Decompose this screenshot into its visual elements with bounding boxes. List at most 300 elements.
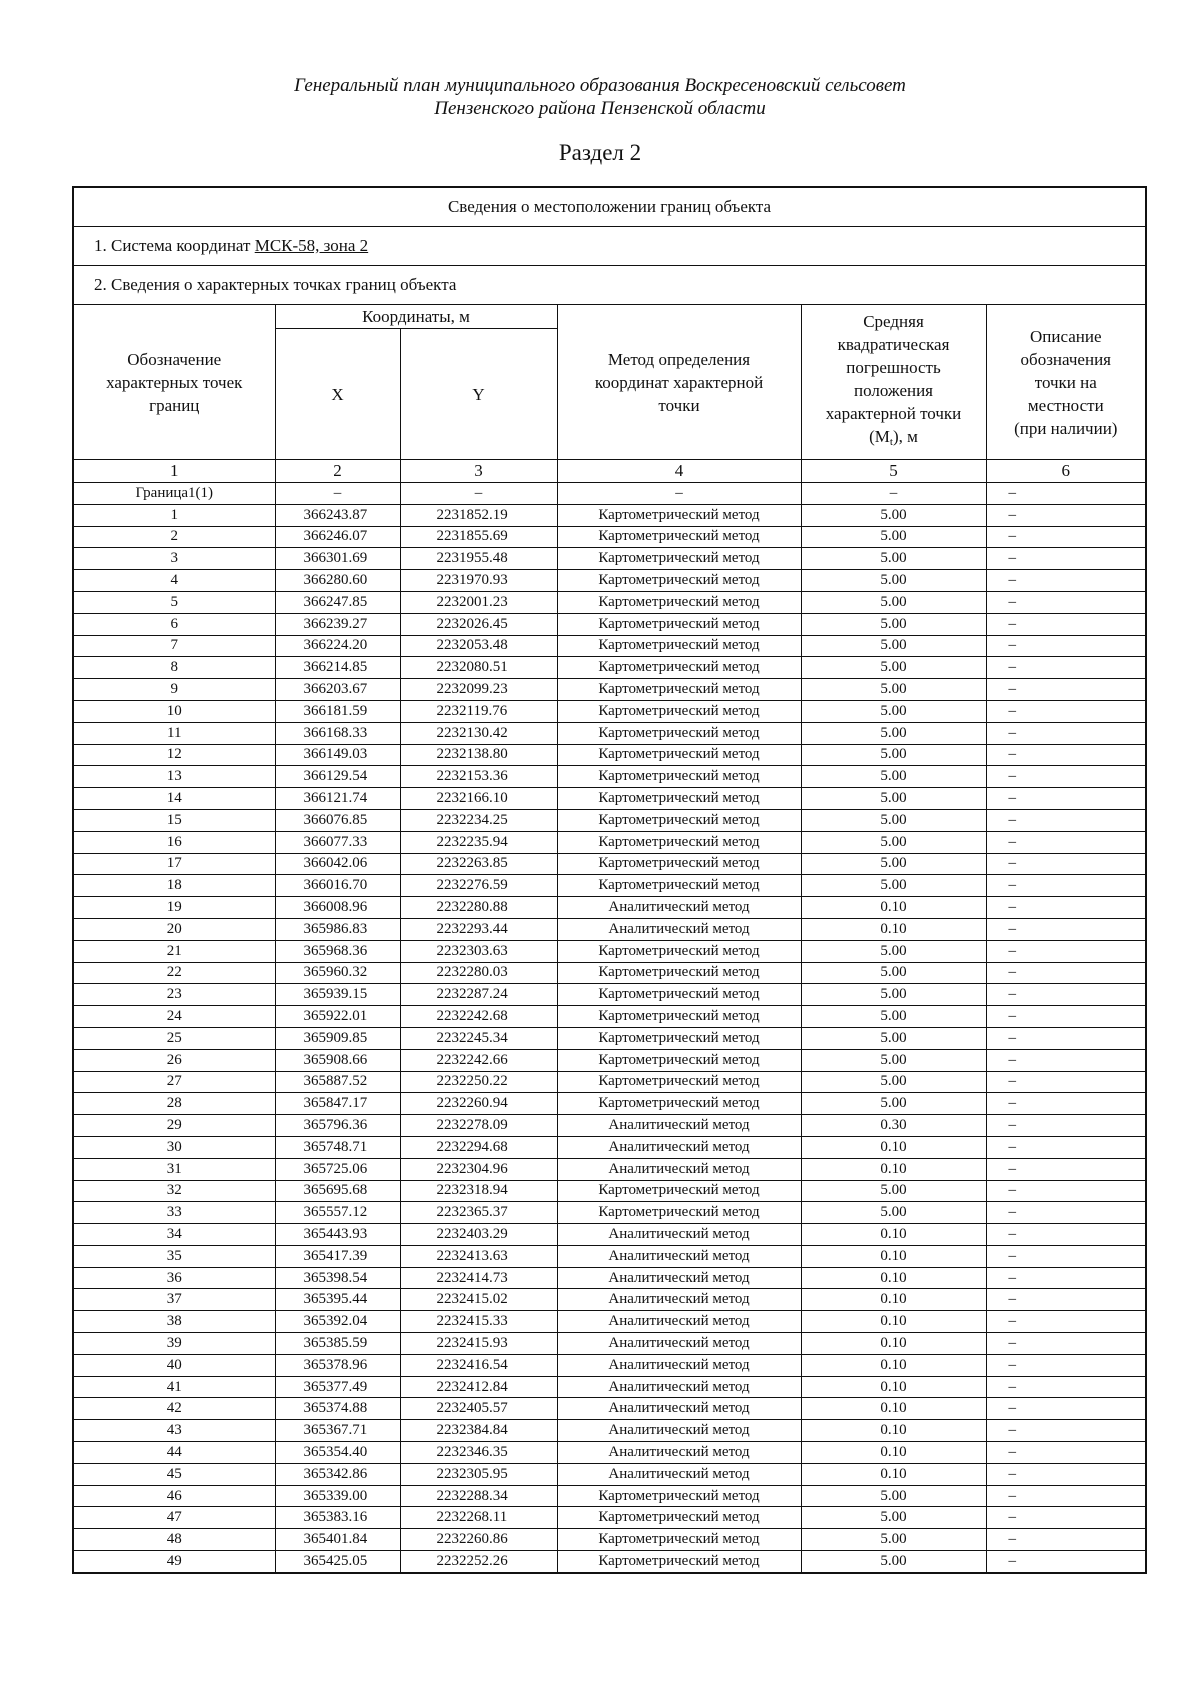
coord-y: 2232293.44 bbox=[400, 918, 557, 940]
boundary-points-table bbox=[72, 186, 1147, 1574]
coord-x: 365922.01 bbox=[275, 1006, 400, 1028]
table-row bbox=[73, 1158, 1146, 1180]
table-row bbox=[73, 809, 1146, 831]
coord-y: 2232166.10 bbox=[400, 788, 557, 810]
description: – bbox=[986, 1027, 1146, 1049]
col-header-error bbox=[801, 305, 986, 460]
coord-x: 365367.71 bbox=[275, 1420, 400, 1442]
coord-y: 2232414.73 bbox=[400, 1267, 557, 1289]
method: Картометрический метод bbox=[557, 766, 801, 788]
coord-x: 365342.86 bbox=[275, 1463, 400, 1485]
table-row bbox=[73, 853, 1146, 875]
method: Картометрический метод bbox=[557, 591, 801, 613]
error-value: 0.10 bbox=[801, 1354, 986, 1376]
coord-y: 2232260.94 bbox=[400, 1093, 557, 1115]
error-value: 5.00 bbox=[801, 1202, 986, 1224]
description: – bbox=[986, 1071, 1146, 1093]
description: – bbox=[986, 1136, 1146, 1158]
col-header-method bbox=[557, 305, 801, 460]
boundary-description: – bbox=[986, 483, 1146, 505]
error-value: 5.00 bbox=[801, 1006, 986, 1028]
point-number: 25 bbox=[73, 1027, 275, 1049]
coord-x: 365392.04 bbox=[275, 1311, 400, 1333]
table-row bbox=[73, 788, 1146, 810]
table-row bbox=[73, 1354, 1146, 1376]
error-value: 0.10 bbox=[801, 1267, 986, 1289]
description: – bbox=[986, 831, 1146, 853]
error-sub: t bbox=[889, 436, 893, 448]
error-value: 5.00 bbox=[801, 1071, 986, 1093]
error-value: 5.00 bbox=[801, 809, 986, 831]
method: Картометрический метод bbox=[557, 788, 801, 810]
coord-y: 2232268.11 bbox=[400, 1507, 557, 1529]
coord-x: 366224.20 bbox=[275, 635, 400, 657]
method: Аналитический метод bbox=[557, 1224, 801, 1246]
column-number: 1 bbox=[73, 460, 275, 483]
table-row bbox=[73, 1507, 1146, 1529]
point-number: 22 bbox=[73, 962, 275, 984]
coord-y: 2232303.63 bbox=[400, 940, 557, 962]
coord-y: 2232305.95 bbox=[400, 1463, 557, 1485]
point-number: 40 bbox=[73, 1354, 275, 1376]
coord-y: 2232245.34 bbox=[400, 1027, 557, 1049]
coord-x: 365385.59 bbox=[275, 1333, 400, 1355]
error-value: 5.00 bbox=[801, 570, 986, 592]
point-number: 29 bbox=[73, 1115, 275, 1137]
coord-y: 2232384.84 bbox=[400, 1420, 557, 1442]
col-header-description-text: Описание обозначения точки на местности (при наличии) bbox=[1014, 326, 1118, 438]
method: Картометрический метод bbox=[557, 1006, 801, 1028]
description: – bbox=[986, 1376, 1146, 1398]
coord-x: 366121.74 bbox=[275, 788, 400, 810]
error-value: 5.00 bbox=[801, 940, 986, 962]
coord-y: 2232304.96 bbox=[400, 1158, 557, 1180]
description: – bbox=[986, 635, 1146, 657]
point-number: 6 bbox=[73, 613, 275, 635]
description: – bbox=[986, 1115, 1146, 1137]
description: – bbox=[986, 766, 1146, 788]
method: Картометрический метод bbox=[557, 635, 801, 657]
method: Картометрический метод bbox=[557, 657, 801, 679]
table-row bbox=[73, 657, 1146, 679]
description: – bbox=[986, 1529, 1146, 1551]
description: – bbox=[986, 875, 1146, 897]
header-line-1: Генеральный план муниципального образования Воскресеновский сельсовет bbox=[294, 75, 906, 96]
boundary-row bbox=[73, 483, 1146, 505]
method: Картометрический метод bbox=[557, 962, 801, 984]
table-row bbox=[73, 1529, 1146, 1551]
description: – bbox=[986, 1006, 1146, 1028]
coord-x: 365887.52 bbox=[275, 1071, 400, 1093]
description: – bbox=[986, 1224, 1146, 1246]
coord-y: 2232026.45 bbox=[400, 613, 557, 635]
point-number: 9 bbox=[73, 679, 275, 701]
coord-x: 365939.15 bbox=[275, 984, 400, 1006]
method: Картометрический метод bbox=[557, 570, 801, 592]
coord-x: 365725.06 bbox=[275, 1158, 400, 1180]
table-row bbox=[73, 1027, 1146, 1049]
coord-y: 2232053.48 bbox=[400, 635, 557, 657]
method: Аналитический метод bbox=[557, 897, 801, 919]
coord-x: 366077.33 bbox=[275, 831, 400, 853]
method: Картометрический метод bbox=[557, 679, 801, 701]
coord-x: 365417.39 bbox=[275, 1245, 400, 1267]
point-number: 46 bbox=[73, 1485, 275, 1507]
coord-x: 365443.93 bbox=[275, 1224, 400, 1246]
description: – bbox=[986, 1289, 1146, 1311]
method: Картометрический метод bbox=[557, 831, 801, 853]
document-header bbox=[0, 74, 1200, 120]
point-number: 28 bbox=[73, 1093, 275, 1115]
coord-x: 365847.17 bbox=[275, 1093, 400, 1115]
error-value: 5.00 bbox=[801, 548, 986, 570]
error-value: 5.00 bbox=[801, 766, 986, 788]
table-row bbox=[73, 1311, 1146, 1333]
point-number: 17 bbox=[73, 853, 275, 875]
coord-y: 2232001.23 bbox=[400, 591, 557, 613]
table-row bbox=[73, 1202, 1146, 1224]
col-header-coords: Координаты, м bbox=[275, 305, 557, 329]
coord-x: 366181.59 bbox=[275, 700, 400, 722]
error-value: 0.10 bbox=[801, 1289, 986, 1311]
description: – bbox=[986, 613, 1146, 635]
method: Картометрический метод bbox=[557, 744, 801, 766]
description: – bbox=[986, 591, 1146, 613]
point-number: 36 bbox=[73, 1267, 275, 1289]
error-value: 0.10 bbox=[801, 1420, 986, 1442]
coord-x: 365378.96 bbox=[275, 1354, 400, 1376]
description: – bbox=[986, 1158, 1146, 1180]
point-number: 47 bbox=[73, 1507, 275, 1529]
error-value: 0.10 bbox=[801, 1158, 986, 1180]
column-number: 4 bbox=[557, 460, 801, 483]
boundary-error: – bbox=[801, 483, 986, 505]
error-value: 5.00 bbox=[801, 526, 986, 548]
coord-x: 366016.70 bbox=[275, 875, 400, 897]
error-value: 0.10 bbox=[801, 1442, 986, 1464]
description: – bbox=[986, 744, 1146, 766]
coord-y: 2232080.51 bbox=[400, 657, 557, 679]
section-title: Раздел 2 bbox=[558, 140, 642, 165]
error-value: 5.00 bbox=[801, 788, 986, 810]
description: – bbox=[986, 940, 1146, 962]
coord-y: 2232260.86 bbox=[400, 1529, 557, 1551]
error-prefix: Средняя квадратическая погрешность положения характерной точки (M bbox=[825, 312, 962, 446]
method: Аналитический метод bbox=[557, 1115, 801, 1137]
table-row bbox=[73, 1049, 1146, 1071]
point-number: 10 bbox=[73, 700, 275, 722]
method: Картометрический метод bbox=[557, 875, 801, 897]
coord-x: 366246.07 bbox=[275, 526, 400, 548]
error-value: 0.10 bbox=[801, 1224, 986, 1246]
coord-y: 2232280.03 bbox=[400, 962, 557, 984]
coord-y: 2232412.84 bbox=[400, 1376, 557, 1398]
table-row bbox=[73, 1115, 1146, 1137]
table-row bbox=[73, 1136, 1146, 1158]
point-number: 38 bbox=[73, 1311, 275, 1333]
point-number: 48 bbox=[73, 1529, 275, 1551]
point-number: 43 bbox=[73, 1420, 275, 1442]
coord-x: 365748.71 bbox=[275, 1136, 400, 1158]
point-number: 45 bbox=[73, 1463, 275, 1485]
coord-x: 366239.27 bbox=[275, 613, 400, 635]
error-value: 0.10 bbox=[801, 1376, 986, 1398]
col-header-method-text: Метод определения координат характерной точки bbox=[594, 349, 764, 415]
coord-y: 2232276.59 bbox=[400, 875, 557, 897]
coord-x: 366008.96 bbox=[275, 897, 400, 919]
method: Аналитический метод bbox=[557, 1463, 801, 1485]
coord-y: 2232365.37 bbox=[400, 1202, 557, 1224]
table-row bbox=[73, 1071, 1146, 1093]
coord-x: 366042.06 bbox=[275, 853, 400, 875]
method: Аналитический метод bbox=[557, 1333, 801, 1355]
coord-y: 2232415.33 bbox=[400, 1311, 557, 1333]
point-number: 7 bbox=[73, 635, 275, 657]
error-value: 5.00 bbox=[801, 831, 986, 853]
coord-system-label: 1. Система координат bbox=[94, 236, 255, 255]
description: – bbox=[986, 1202, 1146, 1224]
method: Картометрический метод bbox=[557, 1071, 801, 1093]
method: Аналитический метод bbox=[557, 1267, 801, 1289]
description: – bbox=[986, 1333, 1146, 1355]
error-value: 0.10 bbox=[801, 1136, 986, 1158]
error-value: 5.00 bbox=[801, 1529, 986, 1551]
boundary-name: Граница1(1) bbox=[73, 483, 275, 505]
table-row bbox=[73, 1224, 1146, 1246]
coord-y: 2231855.69 bbox=[400, 526, 557, 548]
coord-y: 2232252.26 bbox=[400, 1551, 557, 1573]
method: Картометрический метод bbox=[557, 1027, 801, 1049]
method: Аналитический метод bbox=[557, 1311, 801, 1333]
table-row bbox=[73, 1006, 1146, 1028]
method: Картометрический метод bbox=[557, 504, 801, 526]
description: – bbox=[986, 1442, 1146, 1464]
table-title-row bbox=[73, 187, 1146, 227]
method: Картометрический метод bbox=[557, 613, 801, 635]
coord-x: 365425.05 bbox=[275, 1551, 400, 1573]
method: Картометрический метод bbox=[557, 1551, 801, 1573]
error-value: 0.10 bbox=[801, 1245, 986, 1267]
error-value: 0.10 bbox=[801, 1311, 986, 1333]
point-number: 31 bbox=[73, 1158, 275, 1180]
coord-x: 365374.88 bbox=[275, 1398, 400, 1420]
coord-y: 2232294.68 bbox=[400, 1136, 557, 1158]
description: – bbox=[986, 788, 1146, 810]
coord-x: 365339.00 bbox=[275, 1485, 400, 1507]
coord-y: 2232416.54 bbox=[400, 1354, 557, 1376]
point-number: 8 bbox=[73, 657, 275, 679]
coord-x: 365796.36 bbox=[275, 1115, 400, 1137]
coord-x: 365401.84 bbox=[275, 1529, 400, 1551]
error-value: 5.00 bbox=[801, 679, 986, 701]
error-value: 5.00 bbox=[801, 744, 986, 766]
coord-x: 365354.40 bbox=[275, 1442, 400, 1464]
coord-x: 366203.67 bbox=[275, 679, 400, 701]
table-row bbox=[73, 613, 1146, 635]
coord-y: 2232346.35 bbox=[400, 1442, 557, 1464]
method: Картометрический метод bbox=[557, 984, 801, 1006]
error-value: 0.30 bbox=[801, 1115, 986, 1137]
point-number: 2 bbox=[73, 526, 275, 548]
boundary-method: – bbox=[557, 483, 801, 505]
table-row bbox=[73, 1398, 1146, 1420]
coord-y: 2232138.80 bbox=[400, 744, 557, 766]
table-row bbox=[73, 700, 1146, 722]
column-number: 6 bbox=[986, 460, 1146, 483]
point-number: 4 bbox=[73, 570, 275, 592]
method: Аналитический метод bbox=[557, 1158, 801, 1180]
description: – bbox=[986, 1398, 1146, 1420]
coord-x: 366214.85 bbox=[275, 657, 400, 679]
method: Картометрический метод bbox=[557, 1180, 801, 1202]
point-number: 11 bbox=[73, 722, 275, 744]
description: – bbox=[986, 962, 1146, 984]
point-number: 5 bbox=[73, 591, 275, 613]
error-value: 5.00 bbox=[801, 504, 986, 526]
header-line-2: Пензенского района Пензенской области bbox=[434, 98, 766, 119]
coord-x: 365909.85 bbox=[275, 1027, 400, 1049]
description: – bbox=[986, 722, 1146, 744]
error-value: 5.00 bbox=[801, 1180, 986, 1202]
error-value: 0.10 bbox=[801, 1463, 986, 1485]
error-value: 5.00 bbox=[801, 657, 986, 679]
description: – bbox=[986, 504, 1146, 526]
description: – bbox=[986, 918, 1146, 940]
error-suffix: ), м bbox=[892, 427, 918, 446]
col-header-description bbox=[986, 305, 1146, 460]
coord-x: 365557.12 bbox=[275, 1202, 400, 1224]
coord-y: 2232263.85 bbox=[400, 853, 557, 875]
description: – bbox=[986, 1420, 1146, 1442]
error-value: 5.00 bbox=[801, 1027, 986, 1049]
error-value: 0.10 bbox=[801, 1333, 986, 1355]
point-number: 37 bbox=[73, 1289, 275, 1311]
error-value: 5.00 bbox=[801, 962, 986, 984]
description: – bbox=[986, 1267, 1146, 1289]
coord-x: 365377.49 bbox=[275, 1376, 400, 1398]
coord-y: 2232153.36 bbox=[400, 766, 557, 788]
method: Картометрический метод bbox=[557, 1529, 801, 1551]
point-number: 21 bbox=[73, 940, 275, 962]
method: Картометрический метод bbox=[557, 1507, 801, 1529]
table-row bbox=[73, 1267, 1146, 1289]
coord-y: 2232415.93 bbox=[400, 1333, 557, 1355]
coord-y: 2231955.48 bbox=[400, 548, 557, 570]
point-number: 42 bbox=[73, 1398, 275, 1420]
point-number: 24 bbox=[73, 1006, 275, 1028]
col-header-designation-text: Обозначение характерных точек границ bbox=[106, 349, 243, 415]
description: – bbox=[986, 809, 1146, 831]
coord-y: 2232130.42 bbox=[400, 722, 557, 744]
method: Аналитический метод bbox=[557, 1354, 801, 1376]
coord-y: 2232287.24 bbox=[400, 984, 557, 1006]
description: – bbox=[986, 1049, 1146, 1071]
coord-x: 365968.36 bbox=[275, 940, 400, 962]
error-value: 5.00 bbox=[801, 1485, 986, 1507]
coord-x: 365383.16 bbox=[275, 1507, 400, 1529]
coord-y: 2232099.23 bbox=[400, 679, 557, 701]
point-number: 3 bbox=[73, 548, 275, 570]
description: – bbox=[986, 657, 1146, 679]
coord-x: 366076.85 bbox=[275, 809, 400, 831]
point-number: 15 bbox=[73, 809, 275, 831]
point-number: 16 bbox=[73, 831, 275, 853]
description: – bbox=[986, 1093, 1146, 1115]
description: – bbox=[986, 1354, 1146, 1376]
col-header-y: Y bbox=[400, 329, 557, 460]
table-row bbox=[73, 1420, 1146, 1442]
method: Картометрический метод bbox=[557, 526, 801, 548]
coord-system-row bbox=[73, 227, 1146, 266]
table-row bbox=[73, 940, 1146, 962]
point-number: 34 bbox=[73, 1224, 275, 1246]
method: Картометрический метод bbox=[557, 722, 801, 744]
table-row bbox=[73, 504, 1146, 526]
error-value: 5.00 bbox=[801, 613, 986, 635]
coord-y: 2232280.88 bbox=[400, 897, 557, 919]
coord-x: 366168.33 bbox=[275, 722, 400, 744]
table-row bbox=[73, 1289, 1146, 1311]
method: Картометрический метод bbox=[557, 548, 801, 570]
table-row bbox=[73, 984, 1146, 1006]
description: – bbox=[986, 1245, 1146, 1267]
description: – bbox=[986, 1485, 1146, 1507]
table-row bbox=[73, 831, 1146, 853]
method: Аналитический метод bbox=[557, 1398, 801, 1420]
point-number: 49 bbox=[73, 1551, 275, 1573]
method: Аналитический метод bbox=[557, 1289, 801, 1311]
table-row bbox=[73, 766, 1146, 788]
coord-y: 2232278.09 bbox=[400, 1115, 557, 1137]
method: Аналитический метод bbox=[557, 1376, 801, 1398]
error-value: 0.10 bbox=[801, 897, 986, 919]
method: Аналитический метод bbox=[557, 1420, 801, 1442]
method: Картометрический метод bbox=[557, 1049, 801, 1071]
coord-x: 365986.83 bbox=[275, 918, 400, 940]
coord-x: 366149.03 bbox=[275, 744, 400, 766]
col-header-error-text bbox=[802, 310, 986, 454]
error-value: 5.00 bbox=[801, 1093, 986, 1115]
coord-system-value: МСК-58, зона 2 bbox=[254, 236, 369, 255]
description: – bbox=[986, 897, 1146, 919]
error-value: 5.00 bbox=[801, 875, 986, 897]
table-row bbox=[73, 591, 1146, 613]
coord-y: 2232234.25 bbox=[400, 809, 557, 831]
coord-x: 366129.54 bbox=[275, 766, 400, 788]
description: – bbox=[986, 679, 1146, 701]
table-row bbox=[73, 570, 1146, 592]
point-number: 1 bbox=[73, 504, 275, 526]
table-row bbox=[73, 875, 1146, 897]
point-number: 41 bbox=[73, 1376, 275, 1398]
description: – bbox=[986, 853, 1146, 875]
coord-y: 2232235.94 bbox=[400, 831, 557, 853]
coord-y: 2232403.29 bbox=[400, 1224, 557, 1246]
column-header-row bbox=[73, 305, 1146, 329]
coord-x: 365960.32 bbox=[275, 962, 400, 984]
error-value: 5.00 bbox=[801, 722, 986, 744]
table-row bbox=[73, 548, 1146, 570]
coord-x: 366280.60 bbox=[275, 570, 400, 592]
table-row bbox=[73, 1463, 1146, 1485]
error-value: 5.00 bbox=[801, 700, 986, 722]
description: – bbox=[986, 526, 1146, 548]
error-value: 5.00 bbox=[801, 1551, 986, 1573]
point-number: 39 bbox=[73, 1333, 275, 1355]
table-row bbox=[73, 1485, 1146, 1507]
point-number: 18 bbox=[73, 875, 275, 897]
coord-y: 2231970.93 bbox=[400, 570, 557, 592]
